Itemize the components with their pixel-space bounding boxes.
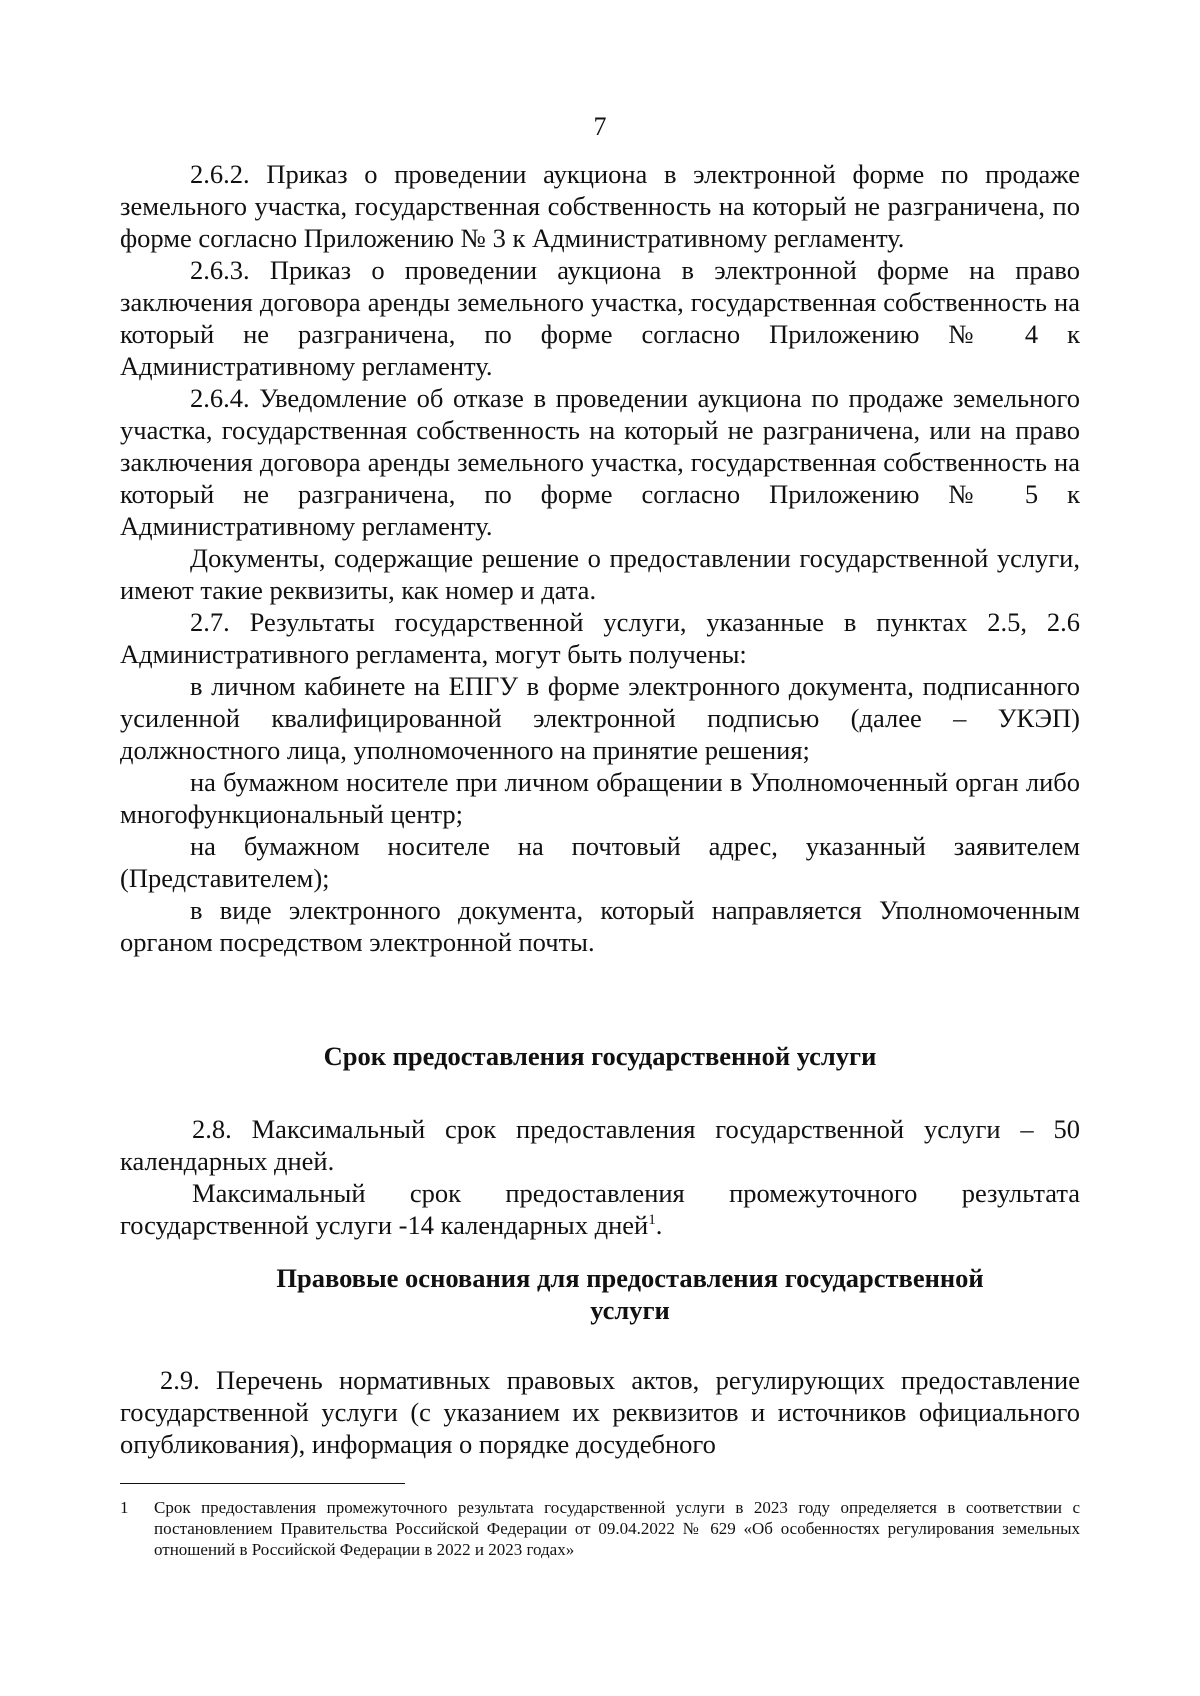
heading-service-term: Срок предоставления государственной услуги: [323, 1041, 877, 1071]
page-number: 7: [593, 112, 607, 141]
list-item-paper-post: на бумажном носителе на почтовый адрес, указанный заявителем (Представителем);: [120, 831, 1080, 893]
heading-legal-line-1: Правовые основания для предоставления государственной: [276, 1263, 984, 1293]
paragraph-2-8: 2.8. Максимальный срок предоставления государственной услуги – 50 календарных дней.: [120, 1114, 1080, 1176]
heading-legal-line-2: услуги: [590, 1295, 670, 1325]
list-item-epgu: в личном кабинете на ЕПГУ в форме электронного документа, подписанного усиленной квалифицированной электронной подписью (далее – УКЭП) должностного лица, уполномоченного на принятие решения;: [120, 671, 1080, 765]
body-text: [120, 158, 1080, 958]
footnote-marker[interactable]: 1: [648, 1212, 656, 1229]
section-legal-grounds: [120, 1364, 1080, 1460]
paragraph-2-9: 2.9. Перечень нормативных правовых актов, регулирующих предоставление государственной услуги (с указанием их реквизитов и источников официального опубликования), информация о порядке досудебного: [120, 1365, 1080, 1459]
paragraph-2-6-2: 2.6.2. Приказ о проведении аукциона в электронной форме по продаже земельного участка, государственная собственность на который не разграничена, по форме согласно Приложению № 3 к Административному регламенту.: [120, 159, 1080, 253]
paragraph-2-6-3: 2.6.3. Приказ о проведении аукциона в электронной форме на право заключения договора аренды земельного участка, государственная собственность на который не разграничена, по форме согласно Приложению № 4 к Административному регламенту.: [120, 255, 1080, 381]
heading-legal-grounds: [120, 1262, 1080, 1326]
paragraph-2-6-4: 2.6.4. Уведомление об отказе в проведении аукциона по продаже земельного участка, государственная собственность на который не разграничена, или на право заключения договора аренды земельного участка, государственная собственность на который не разграничена, по форме согласно Приложению № 5 к Административному регламенту.: [120, 383, 1080, 541]
intermediate-term-text: Максимальный срок предоставления промежуточного результата государственной услуги -14 календарных дней: [120, 1178, 1080, 1240]
footnote-number: 1: [120, 1498, 129, 1517]
paragraph-intermediate-term: [120, 1177, 1080, 1241]
footnote-text: Срок предоставления промежуточного результата государственной услуги в 2023 году определяется в соответствии с постановлением Правительства Российской Федерации от 09.04.2022 № 629 «Об особенностях регулирования земельных отношений в Российской Федерации в 2022 и 2023 годах»: [154, 1498, 1080, 1559]
paragraph-documents: Документы, содержащие решение о предоставлении государственной услуги, имеют такие реквизиты, как номер и дата.: [120, 543, 1080, 605]
intermediate-term-tail: .: [655, 1210, 663, 1240]
paragraph-2-7: 2.7. Результаты государственной услуги, указанные в пунктах 2.5, 2.6 Административного регламента, могут быть получены:: [120, 607, 1080, 669]
footnote: [120, 1497, 1080, 1560]
section-service-term: [120, 1113, 1080, 1241]
list-item-paper-personal: на бумажном носителе при личном обращении в Уполномоченный орган либо многофункциональный центр;: [120, 767, 1080, 829]
list-item-email: в виде электронного документа, который направляется Уполномоченным органом посредством электронной почты.: [120, 895, 1080, 957]
footnote-divider: [120, 1483, 405, 1484]
